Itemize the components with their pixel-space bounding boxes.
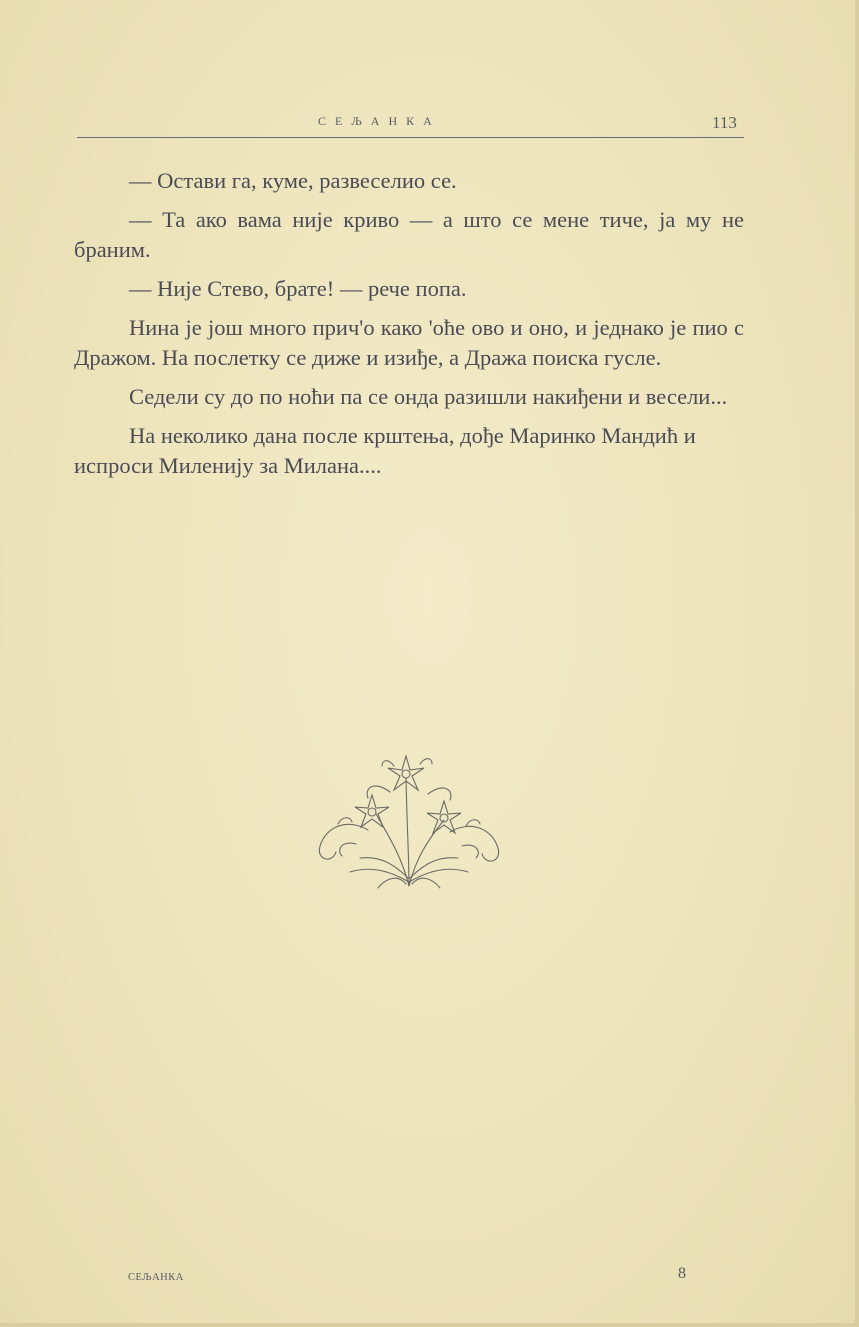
page-edge-right [855, 0, 859, 1327]
paragraph-5: Седели су до по ноћи па се онда разишли накиђени и весели... [129, 384, 728, 409]
paragraph-2: — Та ако вама није криво — а што се мене тиче, ја му не браним. [74, 207, 744, 262]
body-text [74, 166, 744, 490]
page-number: 113 [712, 113, 737, 132]
paragraph-1: — Остави га, куме, развеселио се. [129, 168, 457, 193]
paragraph-4: Нина је још много прич'о како 'оће ово и оно, и једнако је пио с Дражом. На послетку се диже и изиђе, а Дража поиска гусле. [74, 315, 744, 370]
floral-vignette-icon [298, 748, 520, 890]
sheet-number: 8 [678, 1265, 686, 1282]
paragraph-3: — Није Стево, брате! — рече попа. [129, 276, 467, 301]
running-title: СЕЉАНКА [318, 114, 441, 128]
header-rule [77, 137, 744, 138]
page-edge-bottom [0, 1323, 859, 1327]
paragraph-6: На неколико дана после крштења, дође Маринко Мандић и испроси Миленију за Милана.... [74, 423, 696, 478]
signature-mark: СЕЉАНКА [128, 1272, 184, 1283]
